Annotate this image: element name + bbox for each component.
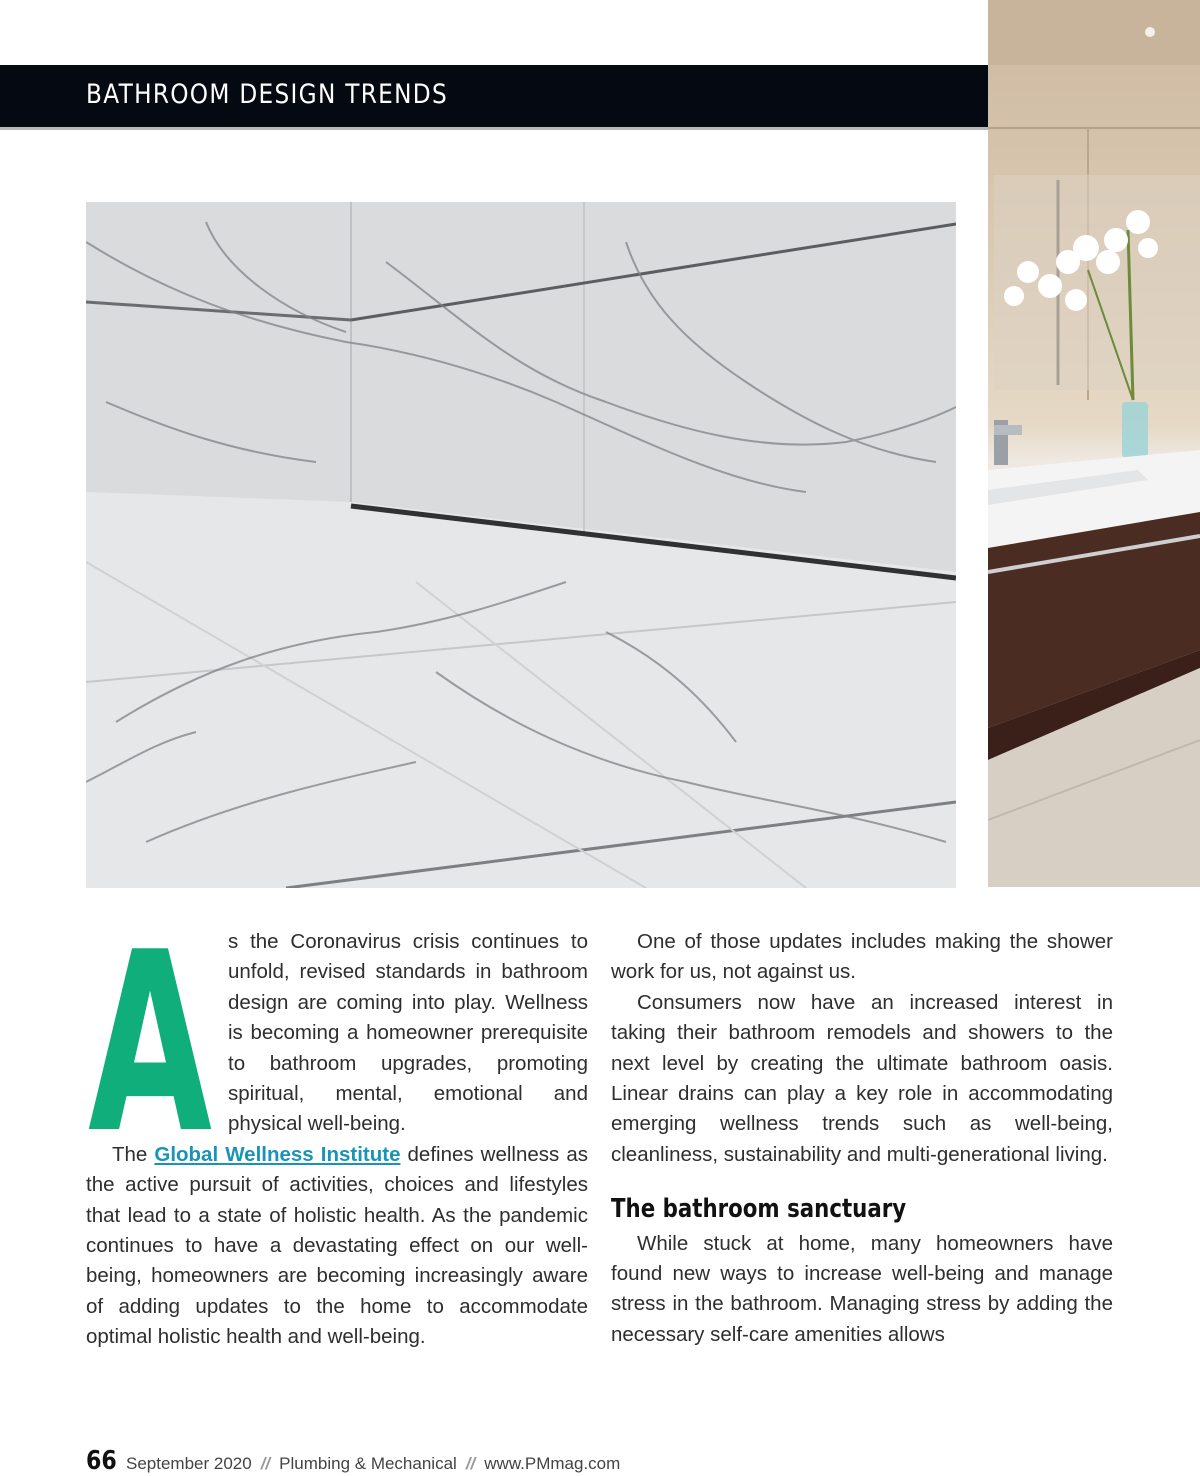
intro-paragraph: s the Coronavirus crisis continues to unfold, revised standards in bathroom design are coming into play. Wellness is becoming a homeowner prerequisite to bathroom upgrades, promoting spiritual, mental, emotional and physical well-being. [228, 930, 588, 1136]
global-wellness-institute-link[interactable]: Global Wellness Institute [154, 1142, 401, 1166]
section-subhead: The bathroom sanctuary [611, 1194, 907, 1225]
publication-name: Plumbing & Mechanical [279, 1454, 457, 1473]
body-paragraph: One of those updates includes making the shower work for us, not against us. [611, 930, 1113, 984]
drop-cap [86, 933, 214, 1133]
article-column-right [611, 927, 1113, 1350]
paragraph-text: The [112, 1142, 155, 1166]
publication-url[interactable]: www.PMmag.com [484, 1454, 621, 1473]
shower-photo [86, 202, 956, 888]
footer-separator: // [260, 1454, 271, 1473]
body-paragraph: Consumers now have an increased interest in taking their bathroom remodels and showers to the next level by creating the ultimate bathroom oasis. Linear drains can play a key role in accommodating emerging wellness trends such as well-being, cleanliness, sustainability and multi-generational living. [611, 990, 1113, 1166]
body-paragraph: While stuck at home, many homeowners have found new ways to increase well-being and manage stress in the bathroom. Managing stress by adding the necessary self-care amenities allows [611, 1231, 1113, 1346]
paragraph-text: defines wellness as the active pursuit of activities, choices and lifestyles that lead to a state of holistic health. As the pandemic continues to have a devastating effect on our well-being, homeowners are becoming increasingly aware of adding updates to the home to accommodate optimal holistic health and well-being. [86, 1142, 588, 1349]
section-header [0, 65, 988, 130]
body-paragraph [86, 1140, 588, 1353]
issue-date: September 2020 [126, 1454, 252, 1473]
marble-shower-illustration [86, 202, 956, 888]
svg-text:A: A [88, 933, 212, 1133]
section-title: BATHROOM DESIGN TRENDS [86, 79, 449, 110]
page-number: 66 [86, 1446, 117, 1476]
footer-separator: // [465, 1454, 476, 1473]
article-column-left [86, 927, 588, 1353]
vanity-photo [988, 0, 1200, 887]
vanity-photo-illustration [988, 0, 1200, 887]
